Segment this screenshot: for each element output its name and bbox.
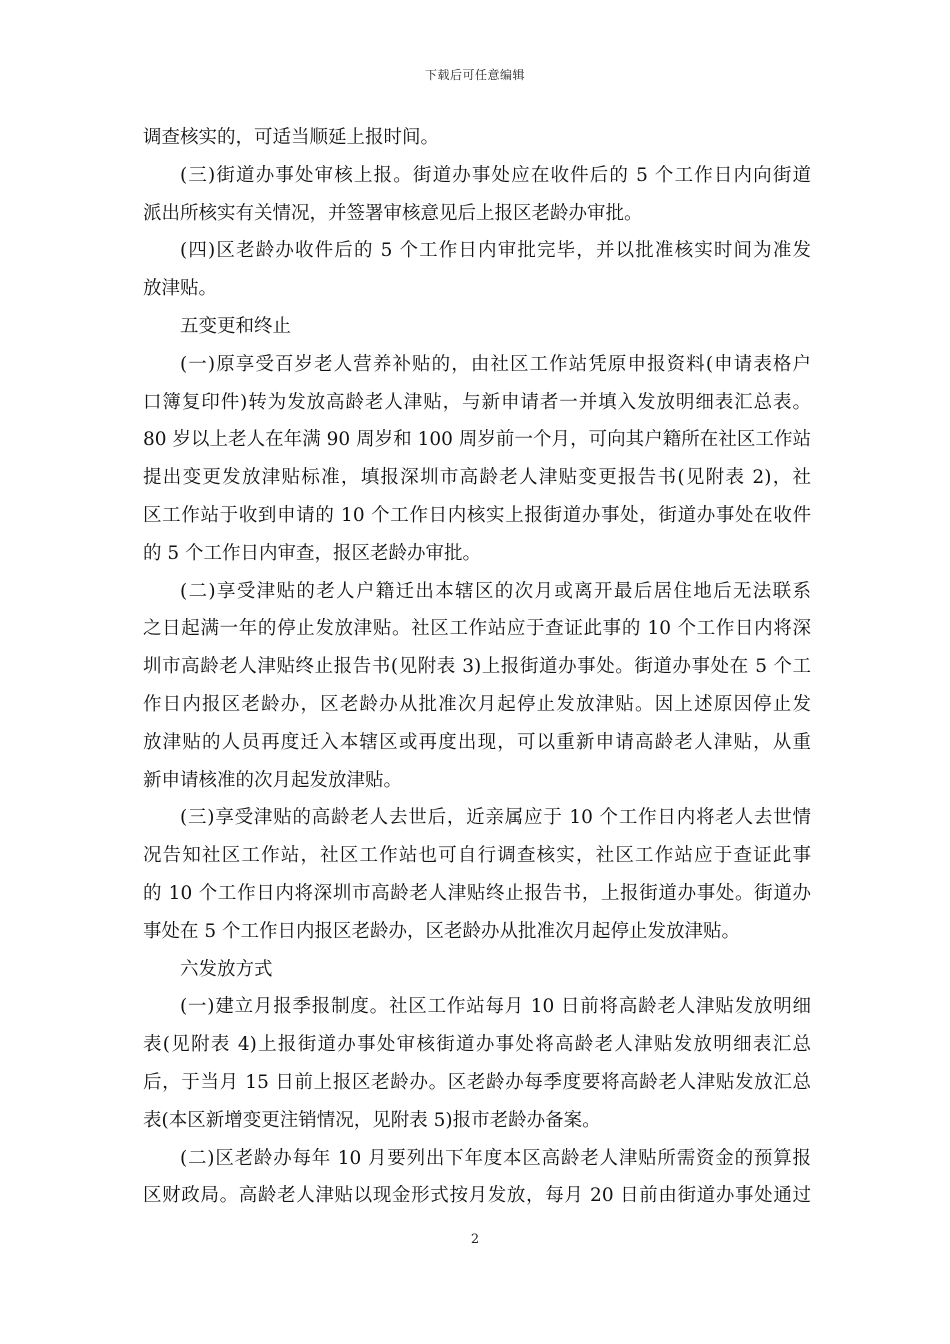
text-line: (三)街道办事处审核上报。街道办事处应在收件后的 5 个工作日内向街道: [180, 164, 811, 186]
text-line: 况告知社区工作站，社区工作站也可自行调查核实，社区工作站应于查证此事: [143, 845, 811, 867]
text-line: 区工作站于收到申请的 10 个工作日内核实上报街道办事处，街道办事处在收件: [143, 504, 811, 526]
text-line: 的 5 个工作日内审查，报区老龄办审批。: [143, 542, 482, 564]
text-line: (二)区老龄办每年 10 月要列出下年度本区高龄老人津贴所需资金的预算报: [180, 1147, 811, 1169]
text-line: 放津贴的人员再度迁入本辖区或再度出现，可以重新申请高龄老人津贴，从重: [143, 731, 811, 753]
text-line: 的 10 个工作日内将深圳市高龄老人津贴终止报告书，上报街道办事处。街道办: [143, 882, 811, 904]
text-line: 事处在 5 个工作日内报区老龄办，区老龄办从批准次月起停止发放津贴。: [143, 920, 741, 942]
text-line: 新申请核准的次月起发放津贴。: [143, 769, 403, 791]
text-line: (一)建立月报季报制度。社区工作站每月 10 日前将高龄老人津贴发放明细: [180, 996, 811, 1018]
text-line: (一)原享受百岁老人营养补贴的，由社区工作站凭原申报资料(申请表格户: [180, 353, 811, 375]
text-line: 口簿复印件)转为发放高龄老人津贴，与新申请者一并填入发放明细表汇总表。: [143, 391, 811, 413]
text-line: 作日内报区老龄办，区老龄办从批准次月起停止发放津贴。因上述原因停止发: [143, 693, 811, 715]
text-line: 表(见附表 4)上报街道办事处审核街道办事处将高龄老人津贴发放明细表汇总: [143, 1034, 811, 1056]
text-line: 后，于当月 15 日前上报区老龄办。区老龄办每季度要将高龄老人津贴发放汇总: [143, 1071, 811, 1093]
section-heading: 六发放方式: [180, 958, 273, 980]
text-line: 之日起满一年的停止发放津贴。社区工作站应于查证此事的 10 个工作日内将深: [143, 618, 811, 640]
text-line: (四)区老龄办收件后的 5 个工作日内审批完毕，并以批准核实时间为准发: [180, 240, 811, 262]
text-line: 区财政局。高龄老人津贴以现金形式按月发放，每月 20 日前由街道办事处通过: [143, 1185, 811, 1207]
text-line: (二)享受津贴的老人户籍迁出本辖区的次月或离开最后居住地后无法联系: [180, 580, 811, 602]
text-line: 提出变更发放津贴标准，填报深圳市高龄老人津贴变更报告书(见附表 2)，社: [143, 467, 811, 489]
text-line: 80 岁以上老人在年满 90 周岁和 100 周岁前一个月，可向其户籍所在社区工作站: [143, 429, 811, 451]
section-heading: 五变更和终止: [180, 315, 292, 337]
document-body: [143, 119, 811, 1215]
text-line: 放津贴。: [143, 278, 218, 300]
text-line: 调查核实的，可适当顺延上报时间。: [143, 127, 440, 148]
page-number: 2: [470, 1232, 480, 1247]
text-line: (三)享受津贴的高龄老人去世后，近亲属应于 10 个工作日内将老人去世情: [180, 807, 811, 829]
text-line: 派出所核实有关情况，并签署审核意见后上报区老龄办审批。: [143, 202, 643, 224]
text-line: 表(本区新增变更注销情况，见附表 5)报市老龄办备案。: [143, 1109, 601, 1131]
text-line: 圳市高龄老人津贴终止报告书(见附表 3)上报街道办事处。街道办事处在 5 个工: [143, 656, 811, 678]
page-header: 下载后可任意编辑: [424, 68, 525, 82]
